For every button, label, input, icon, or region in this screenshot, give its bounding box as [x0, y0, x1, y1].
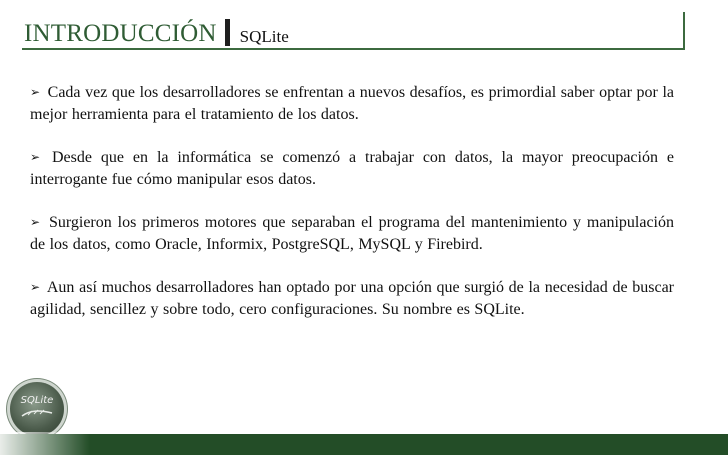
- arrowhead-bullet-icon: ➢: [30, 215, 41, 229]
- page-title: INTRODUCCIÓN: [24, 20, 217, 47]
- feather-icon: [20, 408, 54, 418]
- title-bar: [24, 12, 289, 46]
- bullet-text: Aun así muchos desarrolladores han optado por una opción que surgió de la necesidad de buscar agilidad, sencillez y sobre todo, cero configuraciones. Su nombre es SQLite.: [30, 279, 675, 318]
- arrowhead-bullet-icon: ➢: [30, 280, 41, 294]
- arrowhead-bullet-icon: ➢: [30, 150, 41, 164]
- title-underline: [22, 48, 685, 50]
- title-right-rule: [683, 12, 685, 50]
- bullet-paragraph: [30, 82, 674, 126]
- page-subtitle: SQLite: [239, 27, 289, 46]
- bullet-paragraph: [30, 277, 674, 321]
- bullet-paragraph: [30, 147, 674, 191]
- footer-bar: [0, 434, 728, 455]
- title-separator: [225, 19, 230, 46]
- content-body: [30, 82, 674, 342]
- footer-fade: [0, 432, 90, 455]
- bullet-text: Cada vez que los desarrolladores se enfrentan a nuevos desafíos, es primordial saber optar por la mejor herramienta para el tratamiento de los datos.: [30, 84, 674, 123]
- bullet-paragraph: [30, 212, 674, 256]
- sqlite-logo-icon: [10, 382, 64, 436]
- logo-text: SQLite: [20, 394, 54, 406]
- arrowhead-bullet-icon: ➢: [30, 85, 41, 99]
- bullet-text: Surgieron los primeros motores que separaban el programa del mantenimiento y manipulación de los datos, como Oracle, Informix, PostgreSQL, MySQL y Firebird.: [30, 214, 674, 253]
- bullet-text: Desde que en la informática se comenzó a trabajar con datos, la mayor preocupación e interrogante fue cómo manipular esos datos.: [30, 149, 675, 188]
